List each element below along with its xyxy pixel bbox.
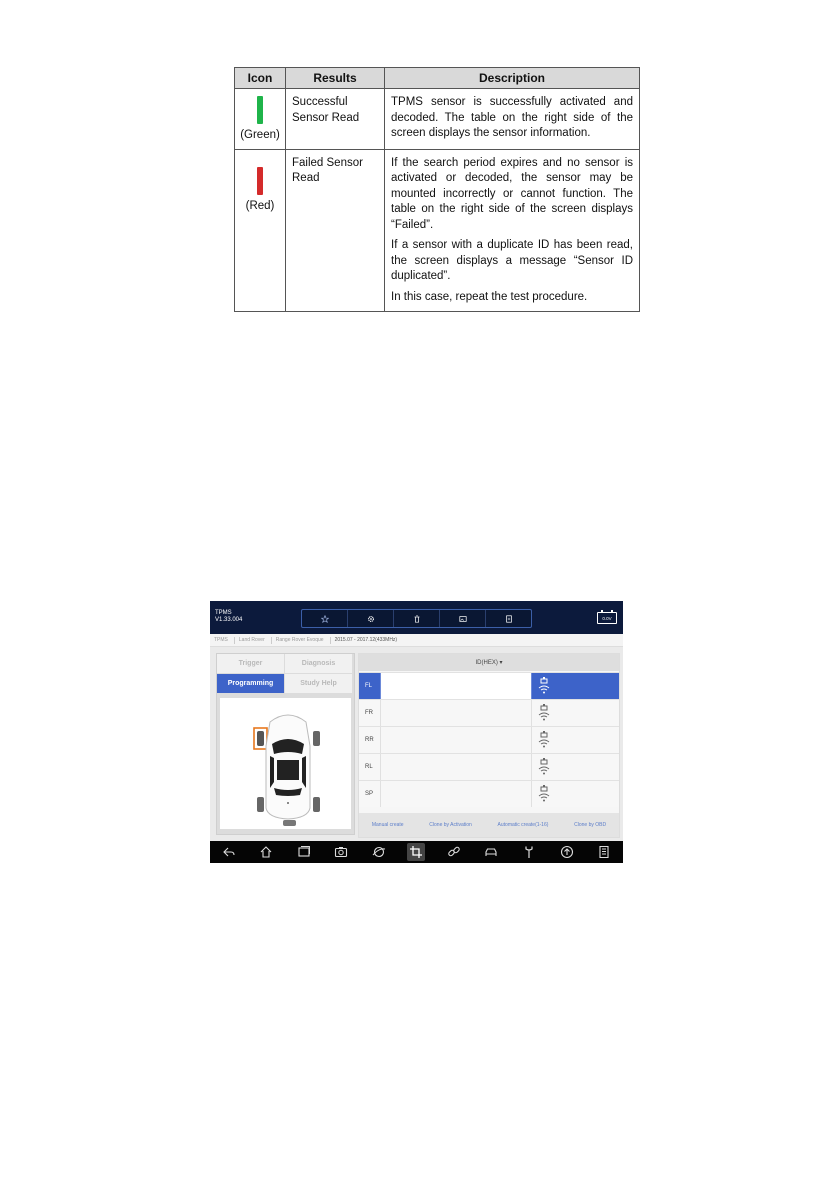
clone-by-activation-button[interactable]: Clone by Activation	[429, 822, 472, 828]
sensor-id-cell[interactable]	[381, 700, 532, 726]
top-bar	[210, 601, 623, 634]
sensor-id-table	[358, 653, 620, 838]
camera-icon	[334, 845, 348, 859]
manual-icon	[597, 845, 611, 859]
app-title	[215, 610, 242, 624]
result-cell: Successful Sensor Read	[286, 89, 385, 150]
image-icon	[459, 615, 467, 623]
battery-voltage-indicator: 0.0V	[597, 612, 617, 624]
wheel-position-label: RL	[359, 754, 381, 780]
crop-icon	[409, 845, 423, 859]
back-icon	[222, 845, 236, 859]
recent-apps-icon	[297, 845, 311, 859]
vehicle-diagram	[220, 698, 351, 829]
sensor-signal-icon	[537, 758, 551, 776]
sensor-id-cell[interactable]	[381, 727, 532, 753]
header-description: Description	[385, 68, 640, 89]
table-row[interactable]	[359, 672, 619, 699]
settings-button[interactable]	[348, 610, 394, 627]
image-button[interactable]	[440, 610, 486, 627]
description-paragraph: If the search period expires and no sensor is activated or decoded, the sensor may be mounted incorrectly or cannot function. The table on the right side of the screen displays “Failed”.	[391, 156, 633, 231]
delete-button[interactable]	[394, 610, 440, 627]
header-results: Results	[286, 68, 385, 89]
document-icon	[505, 615, 513, 623]
manual-button[interactable]	[595, 843, 613, 861]
wheel-position-label: RR	[359, 727, 381, 753]
toolbar	[301, 609, 532, 628]
icon-cell	[235, 89, 286, 150]
connect-button[interactable]	[445, 843, 463, 861]
app-version: V1.33.004	[215, 617, 243, 623]
table-row	[235, 149, 640, 312]
tab-study-help[interactable]: Study Help	[285, 674, 352, 693]
link-icon	[447, 845, 461, 859]
home-icon	[259, 845, 273, 859]
icon-color-label: (Red)	[245, 199, 275, 212]
function-panel	[216, 653, 355, 835]
manual-create-button[interactable]: Manual create	[371, 822, 404, 828]
breadcrumb-item[interactable]: Range Rover Evoque	[272, 637, 331, 644]
favorites-button[interactable]	[302, 610, 348, 627]
tab-diagnosis[interactable]: Diagnosis	[285, 654, 352, 673]
recent-apps-button[interactable]	[295, 843, 313, 861]
breadcrumb-item: 2015.07 - 2017.12(433MHz)	[334, 636, 398, 643]
sensor-id-cell[interactable]	[381, 781, 532, 807]
table-header-row	[235, 68, 640, 89]
table-row[interactable]	[359, 726, 619, 753]
automatic-create-button[interactable]: Automatic create(1-16)	[497, 822, 549, 828]
description-cell	[385, 89, 640, 150]
sensor-signal-icon	[537, 677, 551, 695]
sensor-signal-icon	[537, 785, 551, 803]
car-icon	[484, 845, 498, 859]
upload-icon	[560, 845, 574, 859]
sensor-signal-icon	[537, 704, 551, 722]
clone-by-obd-button[interactable]: Clone by OBD	[574, 822, 607, 828]
app-name: TPMS	[215, 610, 232, 616]
table-row	[235, 89, 640, 150]
vehicle-button[interactable]	[482, 843, 500, 861]
breadcrumb-item[interactable]: Land Rover	[235, 637, 272, 644]
action-bar	[359, 813, 619, 837]
description-paragraph: In this case, repeat the test procedure.	[391, 290, 588, 303]
report-button[interactable]	[486, 610, 531, 627]
crop-button[interactable]	[407, 843, 425, 861]
sensor-id-cell[interactable]	[381, 673, 532, 699]
browser-icon	[372, 845, 386, 859]
id-hex-column-header[interactable]: ID(HEX) ▾	[359, 654, 619, 671]
system-nav-bar	[210, 841, 623, 863]
breadcrumb-item[interactable]: TPMS	[210, 637, 235, 644]
result-cell: Failed Sensor Read	[286, 149, 385, 312]
tab-trigger[interactable]: Trigger	[217, 654, 284, 673]
green-status-bar-icon	[257, 96, 263, 124]
car-top-view-icon	[220, 698, 351, 829]
sensor-signal-icon	[537, 731, 551, 749]
table-row[interactable]	[359, 753, 619, 780]
icon-cell	[235, 149, 286, 312]
sensor-id-cell[interactable]	[381, 754, 532, 780]
star-icon	[321, 615, 329, 623]
back-button[interactable]	[220, 843, 238, 861]
trash-icon	[413, 615, 421, 623]
red-status-bar-icon	[257, 167, 263, 195]
tpms-programming-screenshot	[210, 601, 623, 863]
update-button[interactable]	[558, 843, 576, 861]
description-paragraph: TPMS sensor is successfully activated and decoded. The table on the right side of the screen displays the sensor information.	[391, 96, 633, 139]
browser-button[interactable]	[370, 843, 388, 861]
gear-icon	[367, 615, 375, 623]
wheel-position-label: SP	[359, 781, 381, 807]
screenshot-button[interactable]	[332, 843, 350, 861]
description-cell	[385, 149, 640, 312]
icon-color-label: (Green)	[240, 129, 280, 141]
table-row[interactable]	[359, 780, 619, 807]
results-legend-table	[234, 67, 640, 312]
breadcrumb	[210, 634, 623, 647]
wheel-position-label: FL	[359, 673, 381, 699]
header-icon: Icon	[235, 68, 286, 89]
function-tabs	[217, 654, 354, 694]
wheel-position-label: FR	[359, 700, 381, 726]
tools-button[interactable]	[520, 843, 538, 861]
home-button[interactable]	[257, 843, 275, 861]
table-row[interactable]	[359, 699, 619, 726]
tab-programming[interactable]: Programming	[217, 674, 284, 693]
wrench-icon	[522, 845, 536, 859]
description-paragraph: If a sensor with a duplicate ID has been read, the screen displays a message “Sensor ID duplicated”.	[391, 239, 633, 282]
